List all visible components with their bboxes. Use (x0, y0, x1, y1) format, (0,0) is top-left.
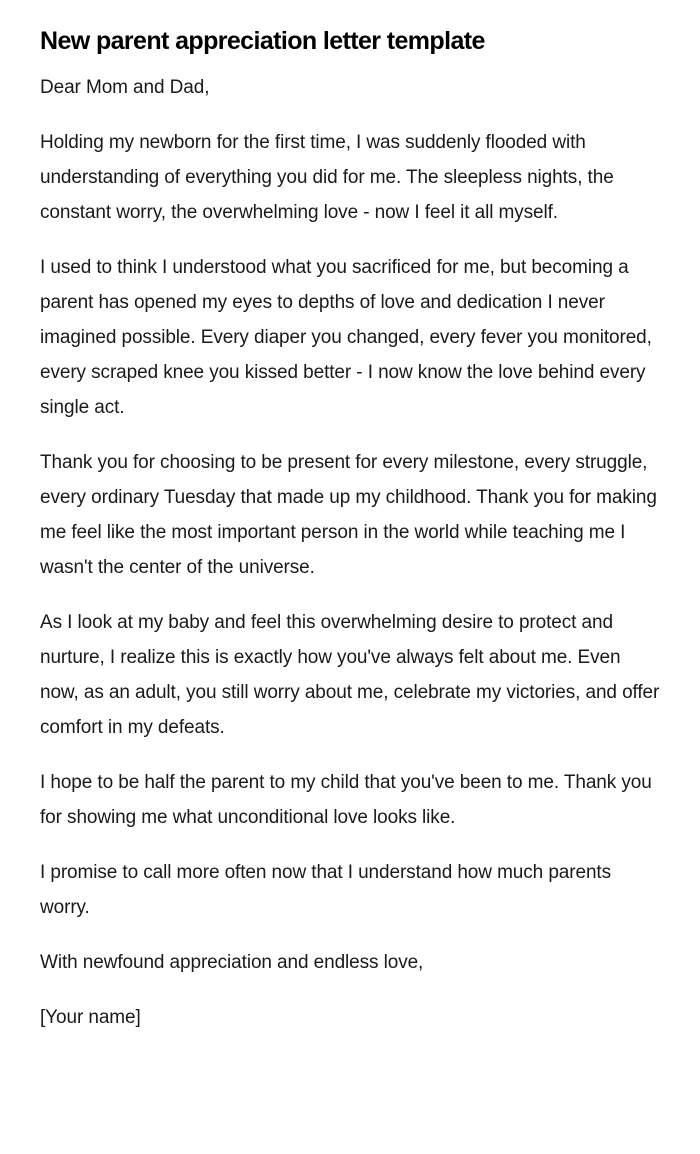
body-paragraph-sacrifice: I used to think I understood what you sacrificed for me, but becoming a parent has opened my eyes to depths of love and dedication I never imagined possible. Every diaper you changed, every fever you monitored, every scraped knee you kissed better - I now know the love behind every single act. (40, 257, 652, 418)
salutation: Dear Mom and Dad, (40, 77, 210, 98)
page-title: New parent appreciation letter template (40, 27, 485, 55)
signature-placeholder: [Your name] (40, 1007, 141, 1028)
body-paragraph-hope: I hope to be half the parent to my child that you've been to me. Thank you for showing me what unconditional love looks like. (40, 772, 652, 828)
body-paragraph-thank-you: Thank you for choosing to be present for every milestone, every struggle, every ordinary Tuesday that made up my childhood. Thank you for making me feel like the most important person in the world while teaching me I wasn't the center of the universe. (40, 452, 657, 578)
body-paragraph-promise: I promise to call more often now that I understand how much parents worry. (40, 862, 611, 918)
body-paragraph-newborn: Holding my newborn for the first time, I was suddenly flooded with understanding of everything you did for me. The sleepless nights, the constant worry, the overwhelming love - now I feel it all myself. (40, 132, 614, 223)
closing: With newfound appreciation and endless love, (40, 952, 424, 973)
body-paragraph-protect: As I look at my baby and feel this overwhelming desire to protect and nurture, I realize this is exactly how you've always felt about me. Even now, as an adult, you still worry about me, celebrate my victories, and offer comfort in my defeats. (40, 612, 660, 738)
